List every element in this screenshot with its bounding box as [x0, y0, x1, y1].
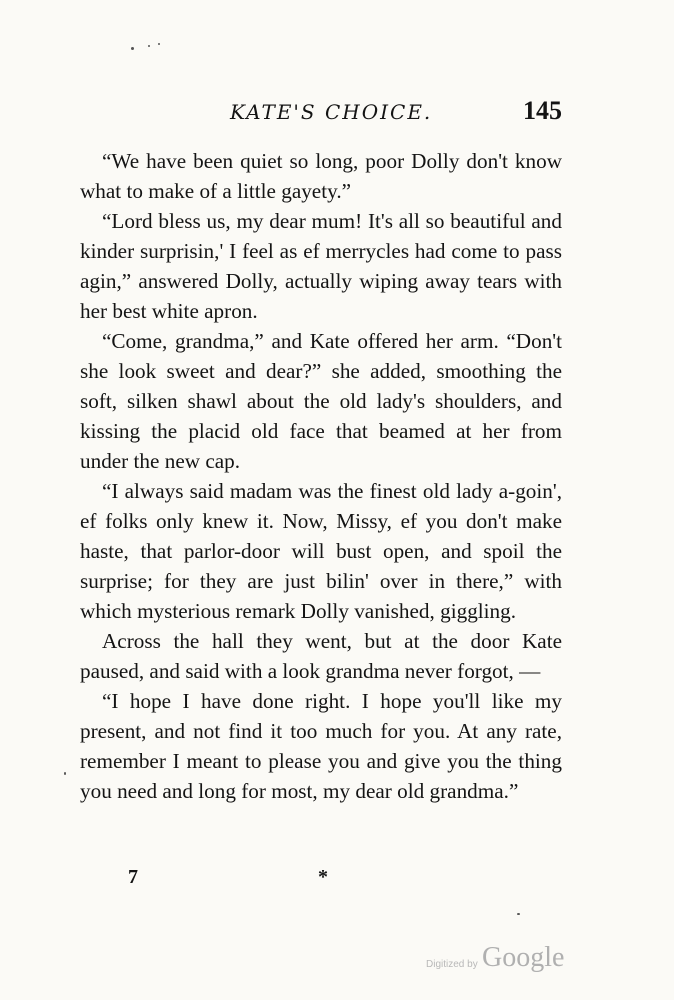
paragraph: “We have been quiet so long, poor Dolly don't know what to make of a little gayety.” — [80, 149, 562, 203]
paragraph: Across the hall they went, but at the door Kate paused, and said with a look grandma never forgot, — — [80, 629, 562, 683]
google-logo: Google — [482, 942, 565, 973]
page-speck — [158, 43, 160, 45]
page-speck — [64, 772, 66, 775]
digitized-by-label: Digitized by — [426, 959, 478, 970]
page-speck — [517, 913, 520, 915]
signature-mark-right: * — [318, 866, 328, 888]
paragraph: “Come, grandma,” and Kate offered her arm. “Don't she look sweet and dear?” she added, smoothing the soft, silken shawl about the old lady's shoulders, and kissing the placid old face that beamed at her from under the new cap. — [80, 329, 562, 473]
page-speck — [131, 47, 134, 50]
paragraph: “I hope I have done right. I hope you'll like my present, and not find it too much for you. At any rate, remember I meant to please you and give you the thing you need and long for most, my dear old grandma.” — [80, 689, 562, 803]
paragraph: “Lord bless us, my dear mum! It's all so beautiful and kinder surprisin,' I feel as ef merrycles had come to pass agin,” answered Dolly, actually wiping away tears with her best white apron. — [80, 209, 562, 323]
page-number: 145 — [523, 96, 562, 125]
page-speck — [148, 45, 150, 47]
paragraph: “I always said madam was the finest old lady a-goin', ef folks only knew it. Now, Missy, ef you don't make haste, that parlor-door will bust open, and spoil the surprise; for they are just bilin' over in there,” with which mysterious remark Dolly vanished, giggling. — [80, 479, 562, 623]
body-text — [80, 146, 562, 806]
running-head: KATE'S CHOICE. — [230, 100, 433, 124]
google-watermark — [426, 942, 576, 982]
signature-mark-left: 7 — [128, 866, 138, 888]
signature-marks — [128, 866, 348, 890]
page-header — [80, 96, 562, 132]
